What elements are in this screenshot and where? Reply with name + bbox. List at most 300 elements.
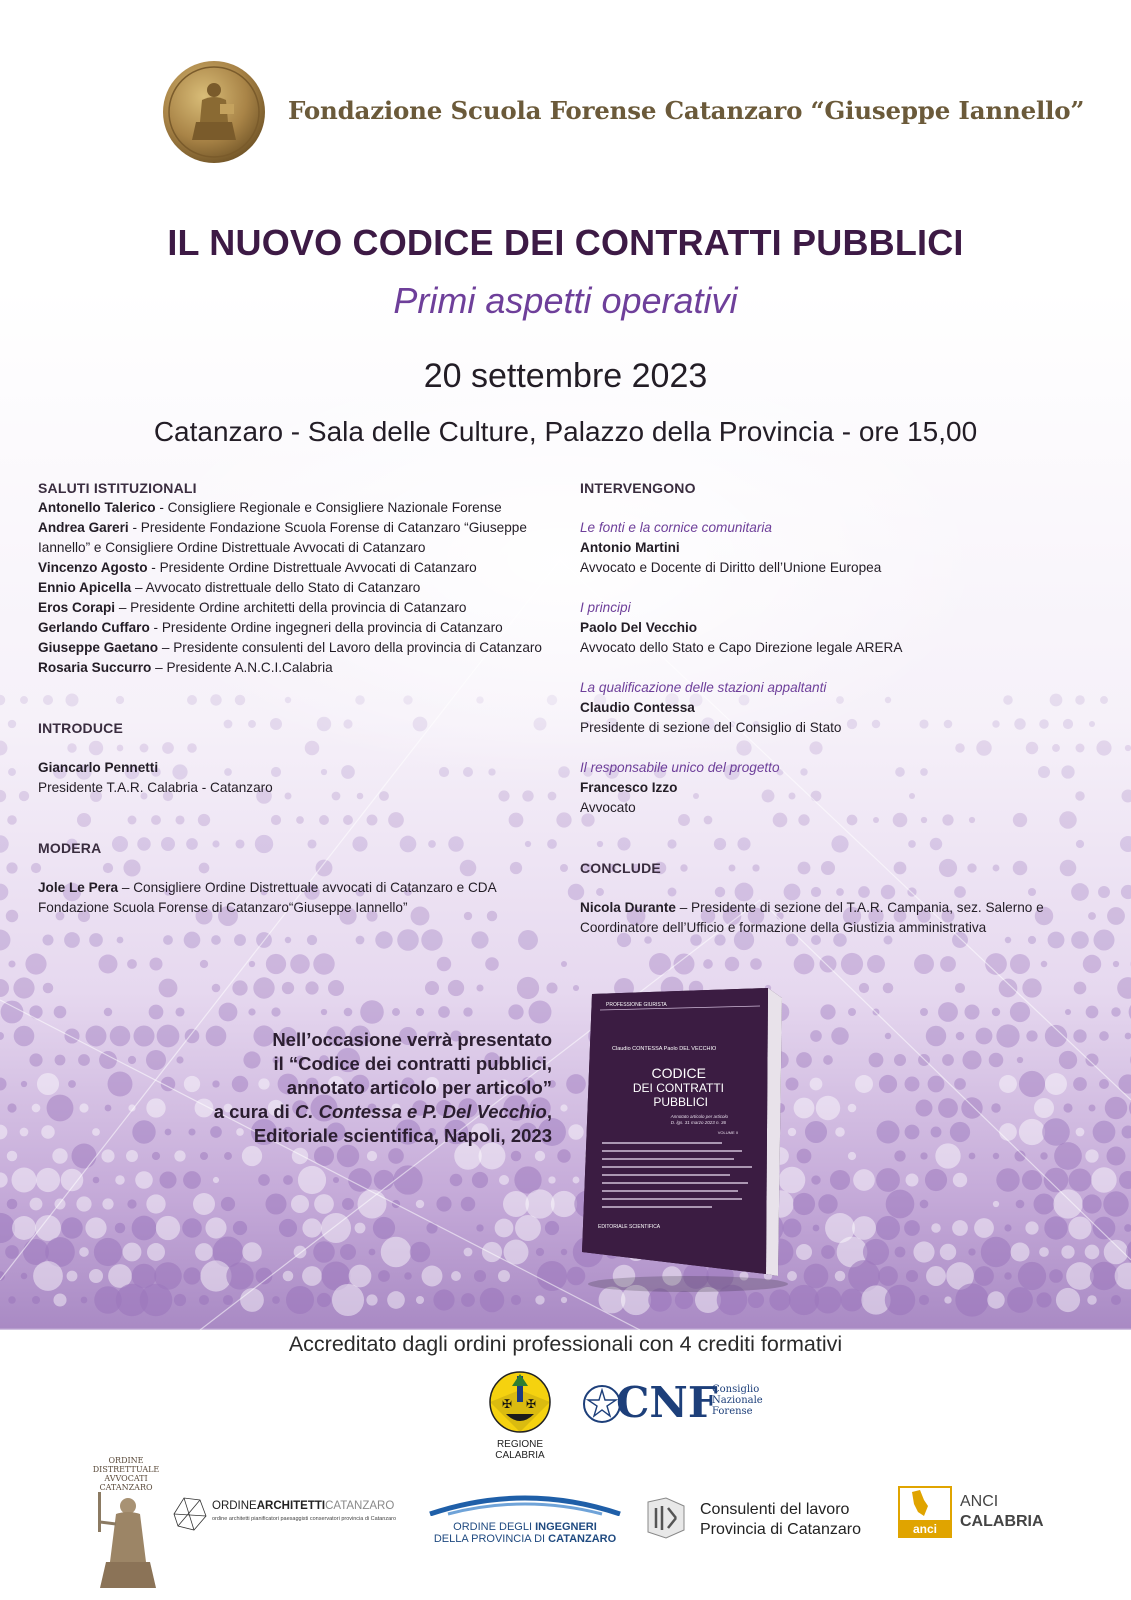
program-right-column [580,478,1100,938]
decorative-dot [895,1247,906,1258]
decorative-dot [183,1171,201,1189]
decorative-dot [226,1262,253,1289]
decorative-dot [21,1081,27,1087]
decorative-dot [879,1075,897,1093]
decorative-dot [205,1217,226,1238]
decorative-dot [482,1242,502,1262]
decorative-dot [855,1075,873,1093]
decorative-dot [52,1148,67,1163]
decorative-dot [356,936,365,945]
decorative-dot [974,1218,994,1238]
decorative-dot [852,1216,876,1240]
decorative-dot [174,1294,186,1306]
decorative-dot [436,1196,451,1211]
decorative-dot [1019,1071,1045,1097]
decorative-dot [815,1287,842,1314]
decorative-dot [224,1152,232,1160]
decorative-dot [495,1219,514,1238]
talk-topic: I principi [580,600,631,615]
decorative-dot [410,1242,430,1262]
svg-text:✠: ✠ [502,1397,513,1411]
decorative-dot [211,935,221,945]
decorative-dot [6,910,18,922]
decorative-dot [557,1149,570,1162]
event-title: IL NUOVO CODICE DEI CONTRATTI PUBBLICI [167,222,964,263]
decorative-dot [816,1096,840,1120]
conclude-person: Nicola Durante – Presidente di sezione del T.A.R. Campania, sez. Salerno e Coordinatore dell’Ufficio e formazione della Giustizia amministrativa [580,900,1044,935]
decorative-dot [14,1026,35,1047]
decorative-dot [43,983,54,994]
decorative-dot [367,1151,377,1161]
book-title-line: CODICE [651,1065,706,1081]
decorative-dot [110,1026,131,1047]
decorative-dot [85,1217,106,1238]
talk-topic: La qualificazione delle stazioni appaltanti [580,680,827,695]
decorative-dot [451,1271,461,1281]
decorative-dot [499,1175,509,1185]
decorative-dot [29,1053,42,1066]
decorative-dot [193,1193,215,1215]
decorative-dot [1066,1262,1094,1290]
book-authors: Claudio CONTESSA Paolo DEL VECCHIO [612,1046,717,1052]
decorative-dot [999,1123,1017,1141]
decorative-dot [1022,1170,1042,1190]
decorative-dot [1085,1053,1098,1066]
decorative-dot [474,1270,486,1282]
decorative-dot [518,930,538,950]
decorative-dot [989,1053,1004,1068]
decorative-dot [183,1267,200,1284]
decorative-dot [1040,1152,1047,1159]
book-volume: VOLUME II [717,1130,738,1135]
decorative-dot [1107,1147,1126,1166]
decorative-dot [498,1270,510,1282]
decorative-dot [156,1216,180,1240]
decorative-dot [968,1248,975,1255]
decorative-dot [805,1121,827,1143]
decorative-dot [302,1218,321,1237]
decorative-dot [472,1172,488,1188]
decorative-dot [388,1148,404,1164]
decorative-dot [212,984,221,993]
saluti-person: Giuseppe Gaetano – Presidente consulenti del Lavoro della provincia di Catanzaro [38,640,542,655]
decorative-dot [999,1075,1017,1093]
decorative-dot [504,1240,529,1265]
talk-speaker: Francesco Izzo [580,780,678,795]
decorative-dot [920,1008,928,1016]
decorative-dot [126,1150,138,1162]
decorative-dot [886,1190,915,1219]
decorative-dot [511,1295,521,1305]
decorative-dot [797,1149,812,1164]
decorative-dot [92,1128,100,1136]
decorative-dot [321,1009,327,1015]
decorative-dot [174,1150,185,1161]
decorative-dot [931,1223,941,1233]
decorative-dot [1034,1194,1055,1215]
decorative-dot [913,1241,934,1262]
decorative-dot [561,1297,567,1303]
decorative-dot [12,1168,37,1193]
decorative-dot [810,1030,822,1042]
introduce-heading: INTRODUCE [38,720,124,736]
decorative-dot [1025,1221,1038,1234]
decorative-dot [476,984,483,991]
decorative-dot [511,1151,521,1161]
decorative-dot [61,1217,82,1238]
decorative-dot [796,1052,812,1068]
ordine-avvocati-text: ORDINE DISTRETTUALE AVVOCATI CATANZARO [92,1456,160,1492]
decorative-dot [725,957,739,971]
decorative-dot [821,1245,835,1259]
decorative-dot [561,1249,567,1255]
decorative-dot [355,1223,366,1234]
decorative-dot [830,1170,850,1190]
decorative-dot [416,1296,424,1304]
decorative-dot [213,1177,219,1183]
decorative-dot [931,1127,942,1138]
decorative-dot [935,1143,960,1168]
bridge-arc-icon [428,1488,622,1516]
decorative-dot [1039,1247,1049,1257]
decorative-dot [813,1225,820,1232]
consulenti-emblem-icon [644,1496,690,1540]
decorative-dot [41,1125,55,1139]
decorative-dot [128,1056,136,1064]
decorative-dot [536,1248,544,1256]
decorative-dot [358,1190,387,1219]
decorative-dot [381,1237,412,1268]
decorative-dot [182,1218,202,1238]
ordine-architetti-logo [170,1494,410,1534]
decorative-dot [1093,1121,1116,1144]
decorative-dot [147,1243,165,1261]
decorative-dot [954,1078,966,1090]
decorative-dot [940,956,956,972]
consulenti-name: Consulenti del lavoro Provincia di Catanzaro [700,1501,861,1538]
decorative-dot [1044,1216,1067,1239]
decorative-dot [342,1198,354,1210]
program-left-column [38,478,566,918]
decorative-dot [149,1005,164,1020]
decorative-dot [1068,1168,1091,1191]
decorative-dot [804,1264,829,1289]
decorative-dot [223,1295,233,1305]
decorative-dot [6,862,17,873]
presentation-line: il “Codice dei contratti pubblici, [273,1053,552,1074]
talk-speaker-role: Avvocato e Docente di Diritto dell’Unione Europea [580,560,882,575]
decorative-dot [421,929,442,950]
decorative-dot [47,1095,74,1122]
decorative-dot [1113,961,1119,967]
decorative-dot [906,1270,918,1282]
decorative-dot [876,1168,900,1192]
ordine-avvocati-logo [88,1456,164,1590]
decorative-dot [703,959,713,969]
decorative-dot [392,1008,400,1016]
cnf-full-name: Consiglio Nazionale Forense [712,1384,763,1417]
decorative-dot [1083,955,1101,973]
decorative-dot [916,1100,933,1117]
decorative-dot [93,1177,100,1184]
decorative-dot [1059,1051,1077,1069]
decorative-dot [551,1191,577,1217]
decorative-dot [7,815,17,825]
decorative-dot [76,1196,91,1211]
decorative-dot [53,1293,66,1306]
decorative-dot [32,1104,41,1113]
decorative-dot [108,1072,133,1097]
decorative-dot [221,1197,235,1211]
saluti-person: Ennio Apicella – Avvocato distrettuale dello Stato di Catanzaro [38,580,421,595]
decorative-dot [480,1288,505,1313]
decorative-dot [992,1008,1000,1016]
decorative-dot [422,1266,443,1287]
talk-speaker: Antonio Martini [580,540,680,555]
decorative-dot [317,1293,331,1307]
decorative-dot [349,1265,372,1288]
decorative-dot [1007,1287,1033,1313]
book-title-line: PUBBLICI [653,1095,708,1109]
decorative-dot [135,1171,153,1189]
decorative-dot [885,1285,915,1315]
decorative-dot [818,1194,837,1213]
decorative-dot [64,1028,79,1043]
decorative-dot [993,1201,999,1207]
decorative-dot [1091,1167,1116,1192]
decorative-dot [249,961,255,967]
decorative-dot [184,932,201,949]
decorative-dot [1053,1189,1082,1218]
decorative-dot [1056,1288,1080,1312]
decorative-dot [298,1166,326,1194]
decorative-dot [375,931,392,948]
decorative-dot [876,1216,900,1240]
decorative-dot [955,983,965,993]
decorative-dot [8,720,16,728]
accreditation-note: Accreditato dagli ordini professionali con 4 crediti formativi [288,1332,843,1356]
decorative-dot [313,1241,335,1263]
decorative-dot [360,1000,384,1024]
decorative-dot [1073,1077,1087,1091]
decorative-dot [1068,1216,1091,1239]
decorative-dot [1044,1168,1069,1193]
decorative-dot [328,980,344,996]
decorative-dot [974,1266,994,1286]
decorative-dot [560,1104,567,1111]
decorative-dot [940,1244,956,1260]
decorative-dot [232,980,247,995]
decorative-dot [1085,1149,1098,1162]
ingegneri-name: ORDINE DEGLI INGEGNERI DELLA PROVINCIA DI CATANZARO [433,1521,617,1545]
decorative-dot [525,1189,554,1218]
decorative-dot [1076,1128,1085,1137]
decorative-dot [8,768,16,776]
decorative-dot [248,1008,255,1015]
presentation-line: annotato articolo per articolo” [286,1077,552,1098]
decorative-dot [340,1244,356,1260]
decorative-dot [1093,1217,1116,1240]
decorative-dot [1049,1269,1063,1283]
decorative-dot [195,1243,213,1261]
decorative-dot [962,1050,981,1069]
decorative-dot [283,1271,294,1282]
decorative-dot [1107,907,1125,925]
decorative-dot [272,1296,280,1304]
decorative-dot [302,1266,322,1286]
decorative-dot [925,1169,947,1191]
saluti-person: Antonello Talerico - Consigliere Regionale e Consigliere Nazionale Forense [38,500,502,515]
decorative-dot [819,955,836,972]
decorative-dot [219,1003,238,1022]
geometric-network-icon [170,1494,210,1534]
decorative-dot [89,1269,103,1283]
decorative-dot [1061,1245,1074,1258]
decorative-dot [67,1271,78,1282]
decorative-dot [7,1199,18,1210]
book-publisher: EDITORIALE SCIENTIFICA [598,1224,661,1230]
decorative-dot [149,957,162,970]
decorative-dot [5,1245,19,1259]
decorative-dot [146,1194,165,1213]
talk-speaker-role: Presidente di sezione del Consiglio di Stato [580,720,842,735]
decorative-dot [25,953,46,974]
decorative-dot [848,1008,856,1016]
decorative-dot [292,1148,308,1164]
decorative-dot [7,1151,18,1162]
decorative-dot [1018,1262,1046,1290]
decorative-dot [127,959,137,969]
talk-speaker-role: Avvocato [580,800,636,815]
decorative-dot [89,933,103,947]
decorative-dot [366,1294,377,1305]
regione-calabria-logo [486,1370,554,1461]
decorative-dot [159,1171,176,1188]
decorative-dot [649,953,671,975]
talk-topic: Le fonti e la cornice comunitaria [580,520,772,535]
decorative-dot [64,932,80,948]
decorative-dot [344,1008,353,1017]
decorative-dot [1082,1194,1101,1213]
decorative-dot [1010,1002,1030,1022]
decorative-dot [282,982,294,994]
decorative-dot [561,961,567,967]
decorative-dot [919,1295,929,1305]
decorative-dot [1065,1009,1071,1015]
anci-name: ANCI CALABRIA [960,1493,1044,1530]
decorative-dot [332,1284,364,1316]
anci-badge-icon [898,1486,952,1538]
decorative-dot [152,1152,160,1160]
decorative-dot [503,1191,529,1217]
decorative-dot [450,1174,463,1187]
decorative-dot [517,977,539,999]
decorative-dot [33,1261,63,1291]
decorative-dot [976,1028,993,1045]
decorative-dot [938,1002,958,1022]
talk-speaker: Claudio Contessa [580,700,695,715]
decorative-dot [463,1007,472,1016]
decorative-dot [1045,1073,1067,1095]
decorative-dot [8,1296,16,1304]
decorative-dot [514,1166,541,1193]
decorative-dot [1103,1191,1128,1216]
decorative-dot [894,1150,905,1161]
decorative-dot [290,954,310,974]
decorative-dot [848,1152,856,1160]
decorative-dot [140,1284,173,1317]
anci-badge-text: anci [912,1522,938,1536]
decorative-dot [853,1169,875,1191]
decorative-dot [101,1149,114,1162]
decorative-dot [123,1243,142,1262]
decorative-dot [906,1174,919,1187]
decorative-dot [515,1215,541,1241]
decorative-dot [373,1217,395,1239]
decorative-dot [1105,1097,1127,1119]
decorative-dot [944,1296,951,1303]
saluti-person: Eros Corapi – Presidente Ordine architetti della provincia di Catanzaro [38,600,467,615]
decorative-dot [794,954,815,975]
decorative-dot [79,1247,89,1257]
decorative-dot [240,1288,264,1312]
decorative-dot [86,1026,107,1047]
book-title-line: DEI CONTRATTI [632,1081,724,1095]
decorative-dot [926,1026,946,1046]
decorative-dot [1088,1104,1095,1111]
decorative-dot [79,1103,88,1112]
decorative-dot [464,1248,473,1257]
decorative-dot [285,937,291,943]
architetti-subtitle: ordine architetti pianificatori paesaggisti conservatori provincia di Catanzaro [212,1516,397,1522]
saluti-person: Andrea Gareri - Presidente Fondazione Scuola Forense di Catanzaro “Giuseppe Iannello” e Consigliere Ordine Distrettuale Avvocati di Catanzaro [38,520,527,555]
decorative-dot [104,1008,112,1016]
decorative-dot [1099,1079,1109,1089]
decorative-dot [32,1296,40,1304]
decorative-dot [283,1175,293,1185]
decorative-dot [305,981,318,994]
decorative-dot [461,1197,475,1211]
decorative-dot [117,937,124,944]
decorative-dot [8,960,15,967]
decorative-dot [68,1080,76,1088]
decorative-dot [793,1193,815,1215]
decorative-dot [374,1170,394,1190]
book-cover-image [578,984,792,1294]
decorative-dot [348,1168,372,1192]
decorative-dot [461,1293,475,1307]
decorative-dot [537,1261,567,1291]
decorative-dot [471,931,488,948]
decorative-dot [823,1055,833,1065]
decorative-dot [314,1194,334,1214]
decorative-dot [433,1289,454,1310]
decorative-dot [1004,1224,1011,1231]
decorative-dot [996,1168,1019,1191]
decorative-dot [438,1006,450,1018]
decorative-dot [938,1098,958,1118]
decorative-dot [545,1221,559,1235]
saluti-heading: SALUTI ISTITUZIONALI [38,480,197,496]
decorative-dot [1022,978,1041,997]
decorative-dot [291,1195,309,1213]
decorative-dot [1034,1098,1054,1118]
decorative-dot [987,1291,1004,1308]
decorative-dot [12,1216,36,1240]
decorative-dot [1090,1262,1118,1290]
decorative-dot [956,1032,965,1041]
decorative-dot [448,980,464,996]
